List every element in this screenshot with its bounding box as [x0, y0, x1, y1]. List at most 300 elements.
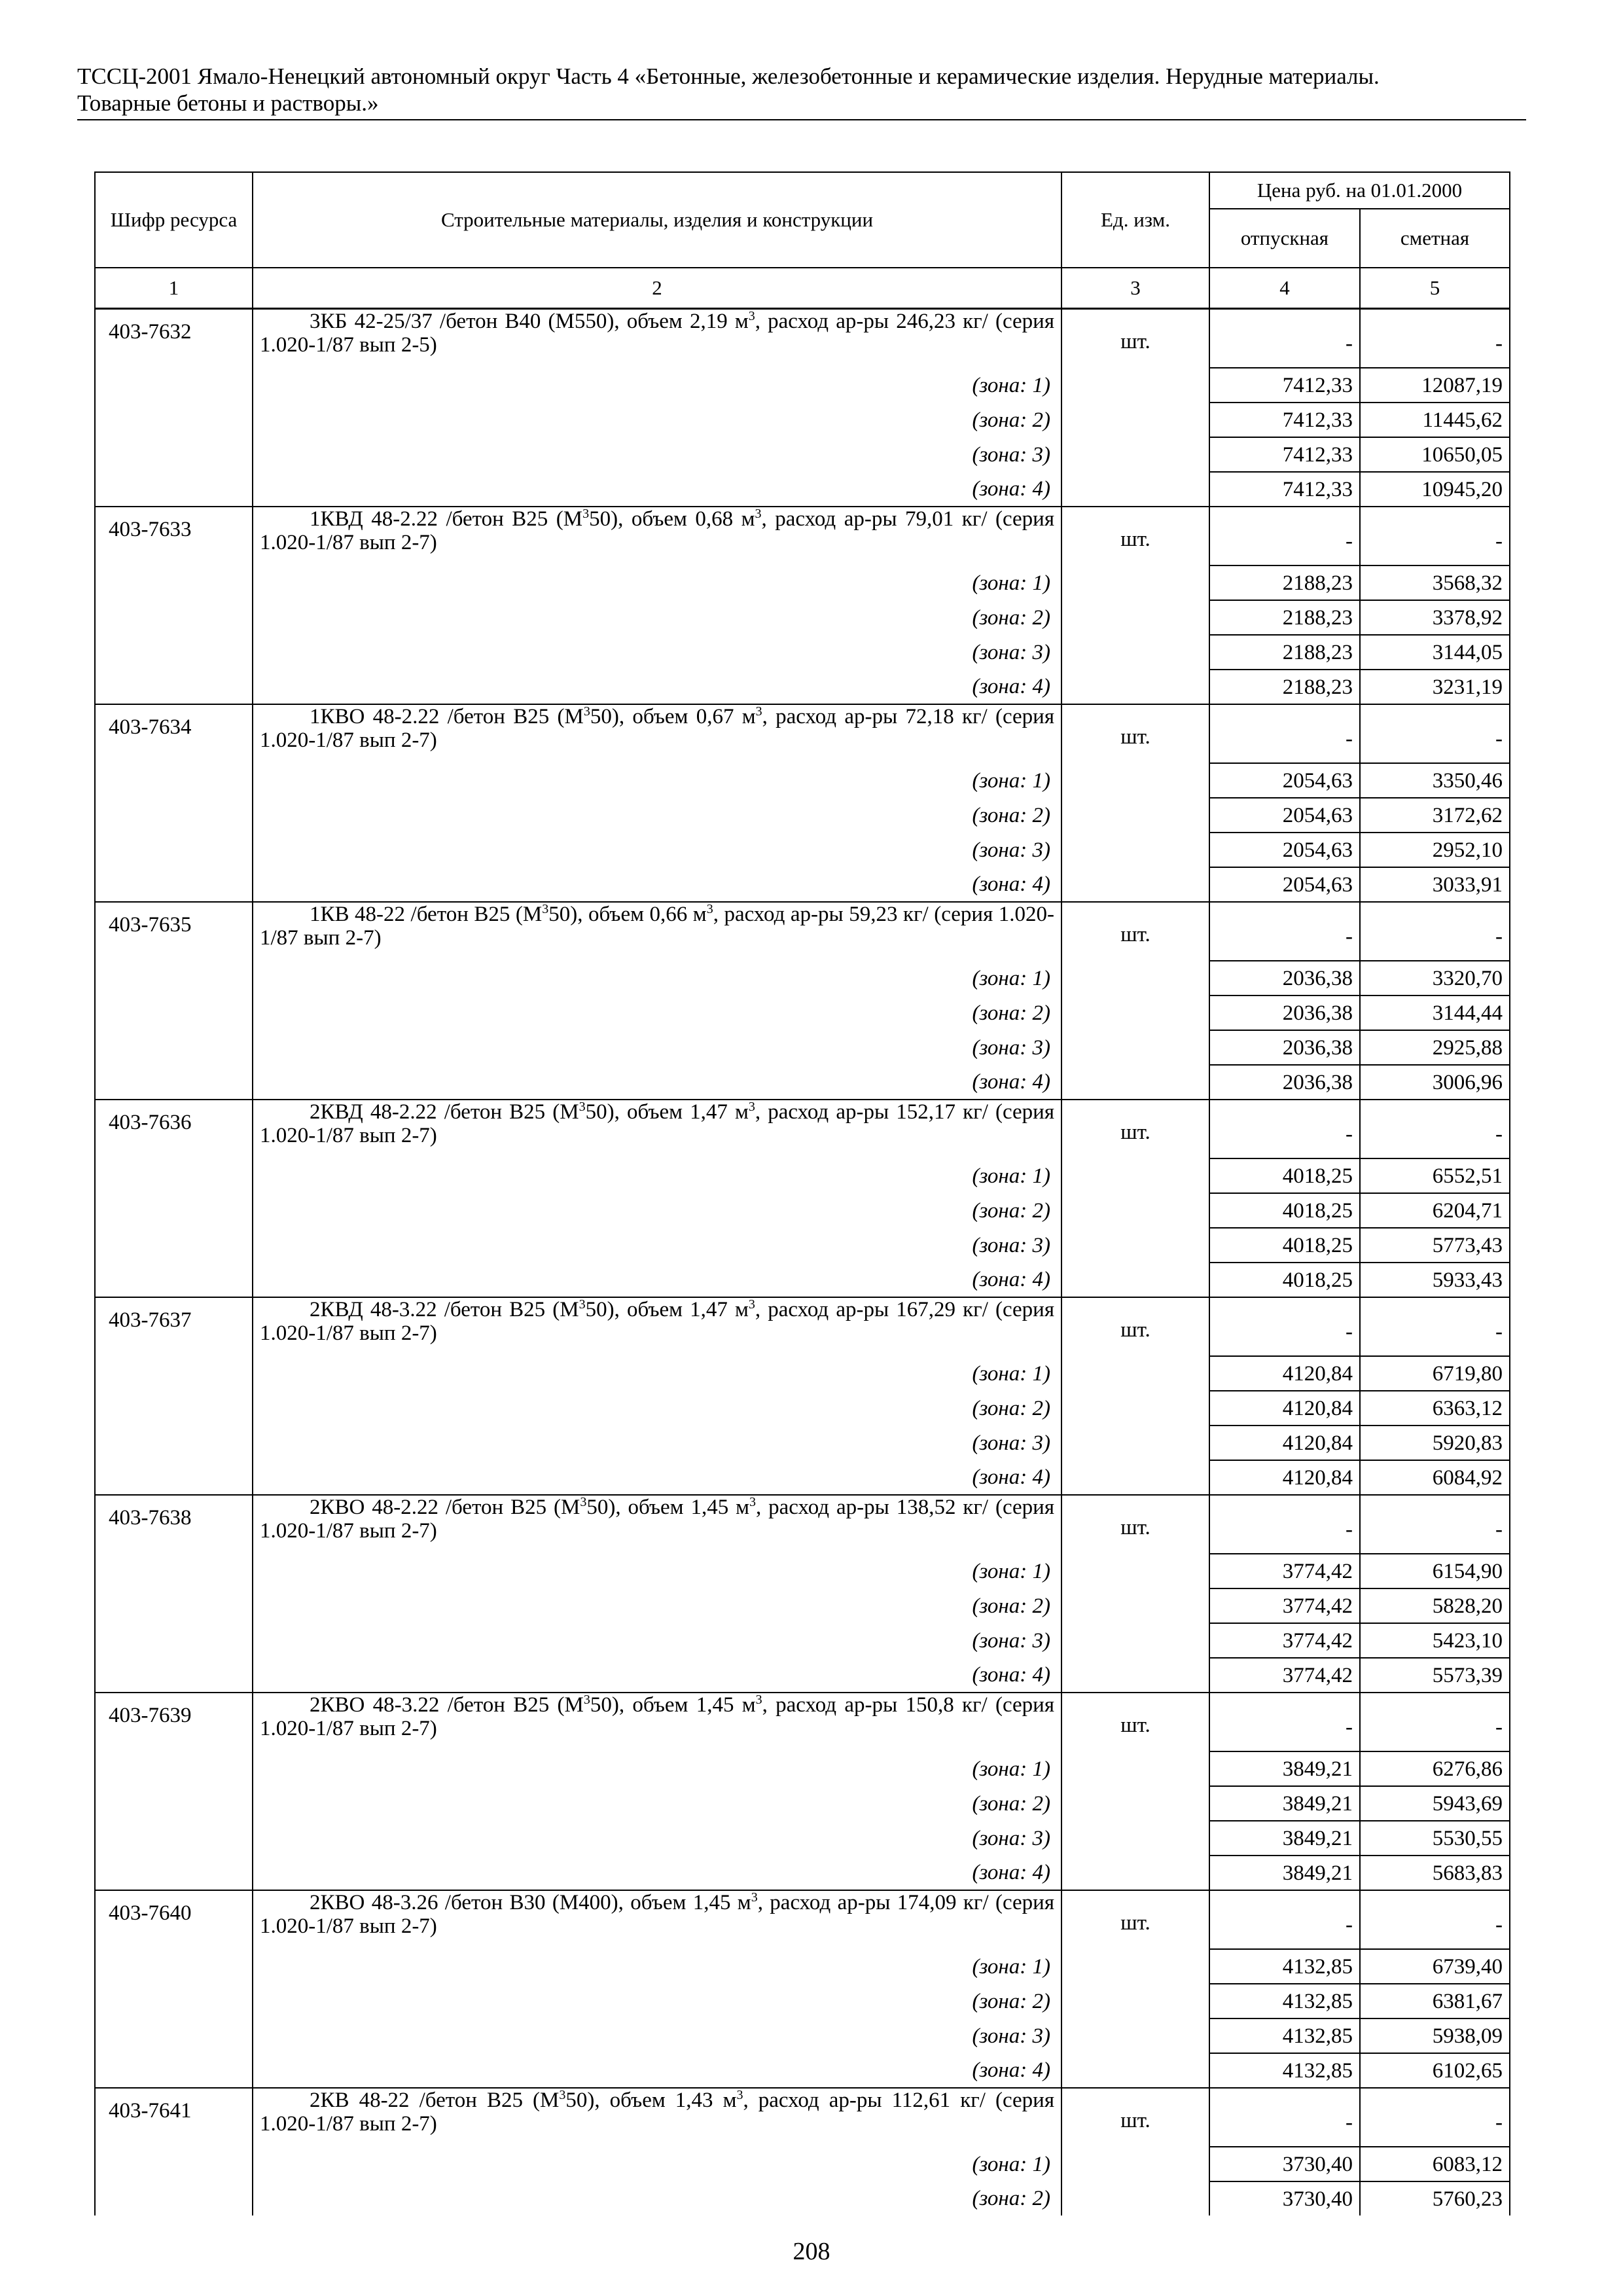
empty-cell: [95, 763, 253, 798]
resource-code: 403-7635: [95, 902, 253, 961]
zone-estimate-price: 3033,91: [1360, 867, 1510, 902]
release-price: -: [1209, 1495, 1360, 1554]
empty-cell: [95, 1228, 253, 1263]
material-name: [253, 309, 1061, 368]
column-number: 2: [253, 268, 1061, 309]
material-name-part: 50), объем 1,47 м: [585, 1298, 749, 1321]
superscript: 3: [580, 1495, 587, 1509]
zone-release-price: 3849,21: [1209, 1856, 1360, 1890]
empty-cell: [1061, 798, 1209, 833]
zone-label: (зона: 3): [253, 1623, 1061, 1658]
material-name-part: , расход ар-ры 246,23 кг/ (серия 1.020-1/87 вып 2-5): [260, 310, 1054, 357]
table-row: [95, 2088, 1510, 2147]
empty-cell: [95, 1554, 253, 1588]
zone-release-price: 2036,38: [1209, 996, 1360, 1030]
zone-release-price: 2054,63: [1209, 833, 1360, 867]
zone-estimate-price: 6719,80: [1360, 1356, 1510, 1391]
superscript: 3: [755, 704, 762, 719]
resource-code: 403-7640: [95, 1890, 253, 1949]
zone-estimate-price: 5530,55: [1360, 1821, 1510, 1856]
column-number: 3: [1061, 268, 1209, 309]
zone-row: [95, 565, 1510, 600]
zone-label: (зона: 3): [253, 1030, 1061, 1065]
unit: шт.: [1061, 1297, 1209, 1356]
superscript: 3: [748, 309, 755, 323]
zone-label: (зона: 4): [253, 1065, 1061, 1100]
unit: шт.: [1061, 507, 1209, 565]
zone-label: (зона: 2): [253, 1193, 1061, 1228]
empty-cell: [95, 1623, 253, 1658]
zone-release-price: 4132,85: [1209, 1949, 1360, 1984]
empty-cell: [95, 1751, 253, 1786]
superscript: 3: [583, 1693, 590, 1707]
zone-estimate-price: 6102,65: [1360, 2053, 1510, 2088]
empty-cell: [1061, 1391, 1209, 1426]
empty-cell: [1061, 1949, 1209, 1984]
zone-label: (зона: 2): [253, 1588, 1061, 1623]
header-line-2: Товарные бетоны и растворы.»: [77, 90, 379, 116]
empty-cell: [95, 798, 253, 833]
page-number: 208: [793, 2238, 830, 2265]
empty-cell: [95, 1065, 253, 1100]
superscript: 3: [579, 1100, 586, 1114]
empty-cell: [95, 833, 253, 867]
column-number: 4: [1209, 268, 1360, 309]
zone-release-price: 2036,38: [1209, 1065, 1360, 1100]
zone-row: [95, 1158, 1510, 1193]
zone-estimate-price: 3144,44: [1360, 996, 1510, 1030]
empty-cell: [1061, 996, 1209, 1030]
material-name: [253, 902, 1061, 961]
empty-cell: [95, 1356, 253, 1391]
resource-code: 403-7638: [95, 1495, 253, 1554]
empty-cell: [1061, 2053, 1209, 2088]
empty-cell: [95, 1460, 253, 1495]
material-name-part: 50), объем 1,45 м: [586, 1496, 749, 1519]
zone-release-price: 4132,85: [1209, 2053, 1360, 2088]
empty-cell: [95, 1263, 253, 1297]
zone-label: (зона: 3): [253, 437, 1061, 472]
zone-label: (зона: 1): [253, 2147, 1061, 2181]
zone-label: (зона: 1): [253, 1554, 1061, 1588]
zone-row: [95, 2147, 1510, 2181]
estimate-price: -: [1360, 507, 1510, 565]
resource-code: 403-7632: [95, 309, 253, 368]
release-price: -: [1209, 1297, 1360, 1356]
empty-cell: [95, 600, 253, 635]
estimate-price: -: [1360, 1100, 1510, 1158]
empty-cell: [1061, 1460, 1209, 1495]
empty-cell: [1061, 1030, 1209, 1065]
release-price: -: [1209, 704, 1360, 763]
zone-row: [95, 1426, 1510, 1460]
zone-label: (зона: 3): [253, 1426, 1061, 1460]
zone-release-price: 7412,33: [1209, 403, 1360, 437]
superscript: 3: [755, 1693, 762, 1707]
zone-release-price: 3774,42: [1209, 1588, 1360, 1623]
zone-estimate-price: 3350,46: [1360, 763, 1510, 798]
material-name-part: 1КВО 48-2.22 /бетон В25 (М: [310, 705, 584, 728]
column-number: 5: [1360, 268, 1510, 309]
zone-row: [95, 1751, 1510, 1786]
empty-cell: [95, 635, 253, 670]
material-name-part: 50), объем 1,43 м: [565, 2089, 737, 2112]
material-name: [253, 1693, 1061, 1751]
zone-estimate-price: 5943,69: [1360, 1786, 1510, 1821]
material-name-part: 50), объем 1,47 м: [585, 1100, 749, 1124]
zone-release-price: 3849,21: [1209, 1821, 1360, 1856]
zone-label: (зона: 3): [253, 1821, 1061, 1856]
zone-row: [95, 1228, 1510, 1263]
zone-label: (зона: 3): [253, 2018, 1061, 2053]
empty-cell: [1061, 1623, 1209, 1658]
zone-release-price: 3774,42: [1209, 1554, 1360, 1588]
superscript: 3: [749, 1495, 756, 1509]
empty-cell: [95, 1984, 253, 2018]
empty-cell: [1061, 1263, 1209, 1297]
zone-estimate-price: 5828,20: [1360, 1588, 1510, 1623]
table-row: [95, 902, 1510, 961]
zone-row: [95, 1554, 1510, 1588]
header-release-price: отпускная: [1209, 209, 1360, 268]
zone-row: [95, 1658, 1510, 1693]
zone-label: (зона: 2): [253, 1786, 1061, 1821]
material-name: [253, 2088, 1061, 2147]
zone-release-price: 3849,21: [1209, 1786, 1360, 1821]
unit: шт.: [1061, 704, 1209, 763]
material-name-part: 50), объем 0,67 м: [590, 705, 756, 728]
zone-row: [95, 1786, 1510, 1821]
estimate-price: -: [1360, 1297, 1510, 1356]
material-name-part: 2КВО 48-2.22 /бетон В25 (М: [310, 1496, 580, 1519]
material-name: [253, 507, 1061, 565]
zone-row: [95, 2018, 1510, 2053]
material-name-part: , расход ар-ры 174,09 кг/ (серия 1.020-1/87 вып 2-7): [260, 1891, 1055, 1938]
zone-release-price: 3730,40: [1209, 2147, 1360, 2181]
empty-cell: [1061, 635, 1209, 670]
release-price: -: [1209, 507, 1360, 565]
zone-release-price: 2036,38: [1209, 961, 1360, 996]
empty-cell: [95, 1786, 253, 1821]
zone-row: [95, 437, 1510, 472]
empty-cell: [1061, 2018, 1209, 2053]
zone-label: (зона: 3): [253, 1228, 1061, 1263]
zone-release-price: 7412,33: [1209, 368, 1360, 403]
empty-cell: [1061, 763, 1209, 798]
empty-cell: [1061, 1228, 1209, 1263]
empty-cell: [95, 2181, 253, 2215]
superscript: 3: [542, 902, 549, 916]
release-price: -: [1209, 902, 1360, 961]
material-name: [253, 1890, 1061, 1949]
empty-cell: [95, 961, 253, 996]
zone-row: [95, 798, 1510, 833]
zone-release-price: 2188,23: [1209, 565, 1360, 600]
resource-code: 403-7637: [95, 1297, 253, 1356]
estimate-price: -: [1360, 2088, 1510, 2147]
empty-cell: [95, 1426, 253, 1460]
empty-cell: [1061, 833, 1209, 867]
zone-label: (зона: 4): [253, 867, 1061, 902]
zone-estimate-price: 3144,05: [1360, 635, 1510, 670]
material-name-part: 2КВ 48-22 /бетон В25 (М: [310, 2089, 560, 2112]
empty-cell: [95, 472, 253, 507]
empty-cell: [1061, 1821, 1209, 1856]
estimate-price: -: [1360, 1693, 1510, 1751]
table-row: [95, 507, 1510, 565]
zone-row: [95, 1356, 1510, 1391]
zone-row: [95, 368, 1510, 403]
zone-label: (зона: 2): [253, 2181, 1061, 2215]
zone-release-price: 2188,23: [1209, 600, 1360, 635]
material-name-part: , расход ар-ры 152,17 кг/ (серия 1.020-1/87 вып 2-7): [260, 1100, 1054, 1147]
empty-cell: [95, 565, 253, 600]
superscript: 3: [582, 507, 590, 521]
estimate-price: -: [1360, 1495, 1510, 1554]
zone-estimate-price: 6381,67: [1360, 1984, 1510, 2018]
header-unit: Ед. изм.: [1061, 172, 1209, 268]
estimate-price: -: [1360, 309, 1510, 368]
empty-cell: [95, 1658, 253, 1693]
material-name-part: 2КВО 48-3.26 /бетон В30 (М400), объем 1,45 м: [310, 1891, 751, 1914]
material-name-part: , расход ар-ры 79,01 кг/ (серия 1.020-1/87 вып 2-7): [260, 507, 1054, 554]
document-header: [77, 63, 1526, 120]
table-row: [95, 1693, 1510, 1751]
empty-cell: [95, 2053, 253, 2088]
superscript: 3: [748, 1100, 755, 1114]
header-price: Цена руб. на 01.01.2000: [1209, 172, 1510, 209]
zone-label: (зона: 1): [253, 1949, 1061, 1984]
zone-release-price: 2054,63: [1209, 763, 1360, 798]
zone-estimate-price: 5760,23: [1360, 2181, 1510, 2215]
zone-row: [95, 1623, 1510, 1658]
zone-release-price: 4018,25: [1209, 1263, 1360, 1297]
material-name: [253, 1100, 1061, 1158]
estimate-price: -: [1360, 1890, 1510, 1949]
material-name-part: 1КВД 48-2.22 /бетон В25 (М: [310, 507, 583, 531]
material-name-part: 3КБ 42-25/37 /бетон В40 (М550), объем 2,19 м: [310, 310, 749, 333]
zone-row: [95, 1263, 1510, 1297]
empty-cell: [1061, 437, 1209, 472]
zone-estimate-price: 5683,83: [1360, 1856, 1510, 1890]
superscript: 3: [748, 1297, 755, 1312]
zone-label: (зона: 4): [253, 1263, 1061, 1297]
header-estimate-price: сметная: [1360, 209, 1510, 268]
zone-release-price: 4120,84: [1209, 1426, 1360, 1460]
empty-cell: [95, 1391, 253, 1426]
table-row: [95, 1297, 1510, 1356]
zone-estimate-price: 3006,96: [1360, 1065, 1510, 1100]
unit: шт.: [1061, 2088, 1209, 2147]
zone-row: [95, 1065, 1510, 1100]
zone-row: [95, 1460, 1510, 1495]
release-price: -: [1209, 2088, 1360, 2147]
empty-cell: [1061, 472, 1209, 507]
zone-estimate-price: 6363,12: [1360, 1391, 1510, 1426]
unit: шт.: [1061, 309, 1209, 368]
empty-cell: [95, 1193, 253, 1228]
price-table: [94, 171, 1510, 2215]
zone-estimate-price: 6084,92: [1360, 1460, 1510, 1495]
empty-cell: [95, 867, 253, 902]
zone-label: (зона: 3): [253, 635, 1061, 670]
empty-cell: [1061, 600, 1209, 635]
zone-estimate-price: 5423,10: [1360, 1623, 1510, 1658]
zone-release-price: 3774,42: [1209, 1658, 1360, 1693]
zone-estimate-price: 3568,32: [1360, 565, 1510, 600]
zone-row: [95, 1030, 1510, 1065]
resource-code: 403-7634: [95, 704, 253, 763]
zone-estimate-price: 6552,51: [1360, 1158, 1510, 1193]
zone-release-price: 7412,33: [1209, 472, 1360, 507]
zone-release-price: 4120,84: [1209, 1391, 1360, 1426]
zone-label: (зона: 2): [253, 600, 1061, 635]
empty-cell: [1061, 368, 1209, 403]
zone-row: [95, 635, 1510, 670]
material-name: [253, 1495, 1061, 1554]
zone-row: [95, 1193, 1510, 1228]
material-name: [253, 1297, 1061, 1356]
empty-cell: [1061, 1158, 1209, 1193]
header-code: Шифр ресурса: [95, 172, 253, 268]
zone-release-price: 4018,25: [1209, 1193, 1360, 1228]
empty-cell: [95, 996, 253, 1030]
zone-release-price: 2188,23: [1209, 670, 1360, 704]
resource-code: 403-7633: [95, 507, 253, 565]
unit: шт.: [1061, 1100, 1209, 1158]
resource-code: 403-7636: [95, 1100, 253, 1158]
zone-row: [95, 1588, 1510, 1623]
empty-cell: [95, 2018, 253, 2053]
empty-cell: [1061, 2147, 1209, 2181]
zone-estimate-price: 5933,43: [1360, 1263, 1510, 1297]
empty-cell: [95, 437, 253, 472]
material-name-part: 2КВО 48-3.22 /бетон В25 (М: [310, 1693, 584, 1717]
empty-cell: [1061, 867, 1209, 902]
zone-row: [95, 670, 1510, 704]
zone-row: [95, 763, 1510, 798]
zone-row: [95, 600, 1510, 635]
zone-estimate-price: 6083,12: [1360, 2147, 1510, 2181]
release-price: -: [1209, 1693, 1360, 1751]
empty-cell: [95, 1856, 253, 1890]
zone-estimate-price: 2925,88: [1360, 1030, 1510, 1065]
zone-row: [95, 1984, 1510, 2018]
empty-cell: [1061, 1426, 1209, 1460]
column-number: 1: [95, 268, 253, 309]
superscript: 3: [751, 1890, 758, 1905]
table-row: [95, 1890, 1510, 1949]
empty-cell: [1061, 1065, 1209, 1100]
zone-label: (зона: 1): [253, 565, 1061, 600]
empty-cell: [95, 1158, 253, 1193]
material-name-part: , расход ар-ры 138,52 кг/ (серия 1.020-1/87 вып 2-7): [260, 1496, 1055, 1543]
empty-cell: [1061, 1984, 1209, 2018]
zone-label: (зона: 4): [253, 670, 1061, 704]
zone-label: (зона: 2): [253, 403, 1061, 437]
release-price: -: [1209, 1890, 1360, 1949]
zone-estimate-price: 10650,05: [1360, 437, 1510, 472]
material-name-part: , расход ар-ры 112,61 кг/ (серия 1.020-1/87 вып 2-7): [260, 2089, 1055, 2136]
zone-estimate-price: 10945,20: [1360, 472, 1510, 507]
table-body: [95, 309, 1510, 2216]
zone-release-price: 4120,84: [1209, 1460, 1360, 1495]
material-name-part: , расход ар-ры 150,8 кг/ (серия 1.020-1/87 вып 2-7): [260, 1693, 1055, 1740]
estimate-price: -: [1360, 902, 1510, 961]
superscript: 3: [579, 1297, 586, 1312]
zone-release-price: 4018,25: [1209, 1228, 1360, 1263]
zone-label: (зона: 1): [253, 1751, 1061, 1786]
zone-release-price: 7412,33: [1209, 437, 1360, 472]
zone-row: [95, 2181, 1510, 2215]
zone-estimate-price: 5938,09: [1360, 2018, 1510, 2053]
zone-label: (зона: 2): [253, 1984, 1061, 2018]
material-name: [253, 704, 1061, 763]
header-name: Строительные материалы, изделия и конструкции: [253, 172, 1061, 268]
empty-cell: [95, 670, 253, 704]
material-name-part: 1КВ 48-22 /бетон В25 (М: [310, 903, 543, 926]
table-row: [95, 309, 1510, 368]
unit: шт.: [1061, 902, 1209, 961]
zone-estimate-price: 5573,39: [1360, 1658, 1510, 1693]
zone-estimate-price: 2952,10: [1360, 833, 1510, 867]
unit: шт.: [1061, 1693, 1209, 1751]
zone-label: (зона: 3): [253, 833, 1061, 867]
material-name-part: , расход ар-ры 59,23 кг/ (серия 1.020-1/87 вып 2-7): [260, 903, 1055, 950]
table-row: [95, 1495, 1510, 1554]
zone-label: (зона: 1): [253, 961, 1061, 996]
empty-cell: [95, 1949, 253, 1984]
empty-cell: [1061, 2181, 1209, 2215]
zone-release-price: 2054,63: [1209, 867, 1360, 902]
header-line-1: ТССЦ-2001 Ямало-Ненецкий автономный округ Часть 4 «Бетонные, железобетонные и керамические изделия. Нерудные материалы.: [77, 63, 1380, 89]
empty-cell: [1061, 1658, 1209, 1693]
material-name-part: , расход ар-ры 167,29 кг/ (серия 1.020-1/87 вып 2-7): [260, 1298, 1054, 1345]
zone-release-price: 2036,38: [1209, 1030, 1360, 1065]
empty-cell: [95, 368, 253, 403]
empty-cell: [1061, 1554, 1209, 1588]
zone-label: (зона: 4): [253, 1658, 1061, 1693]
material-name-part: 2КВД 48-3.22 /бетон В25 (М: [310, 1298, 579, 1321]
empty-cell: [1061, 1356, 1209, 1391]
unit: шт.: [1061, 1890, 1209, 1949]
empty-cell: [95, 1821, 253, 1856]
zone-label: (зона: 2): [253, 996, 1061, 1030]
zone-release-price: 4132,85: [1209, 1984, 1360, 2018]
superscript: 3: [755, 507, 762, 521]
empty-cell: [1061, 1751, 1209, 1786]
empty-cell: [1061, 1786, 1209, 1821]
zone-row: [95, 1949, 1510, 1984]
zone-label: (зона: 2): [253, 1391, 1061, 1426]
empty-cell: [1061, 1588, 1209, 1623]
zone-row: [95, 833, 1510, 867]
empty-cell: [1061, 565, 1209, 600]
zone-estimate-price: 3172,62: [1360, 798, 1510, 833]
zone-release-price: 4132,85: [1209, 2018, 1360, 2053]
zone-row: [95, 2053, 1510, 2088]
material-name-part: 50), объем 1,45 м: [590, 1693, 756, 1717]
unit: шт.: [1061, 1495, 1209, 1554]
zone-row: [95, 1821, 1510, 1856]
zone-row: [95, 403, 1510, 437]
zone-estimate-price: 6276,86: [1360, 1751, 1510, 1786]
empty-cell: [1061, 403, 1209, 437]
resource-code: 403-7641: [95, 2088, 253, 2147]
empty-cell: [95, 1588, 253, 1623]
material-name-part: , расход ар-ры 72,18 кг/ (серия 1.020-1/87 вып 2-7): [260, 705, 1055, 752]
release-price: -: [1209, 1100, 1360, 1158]
